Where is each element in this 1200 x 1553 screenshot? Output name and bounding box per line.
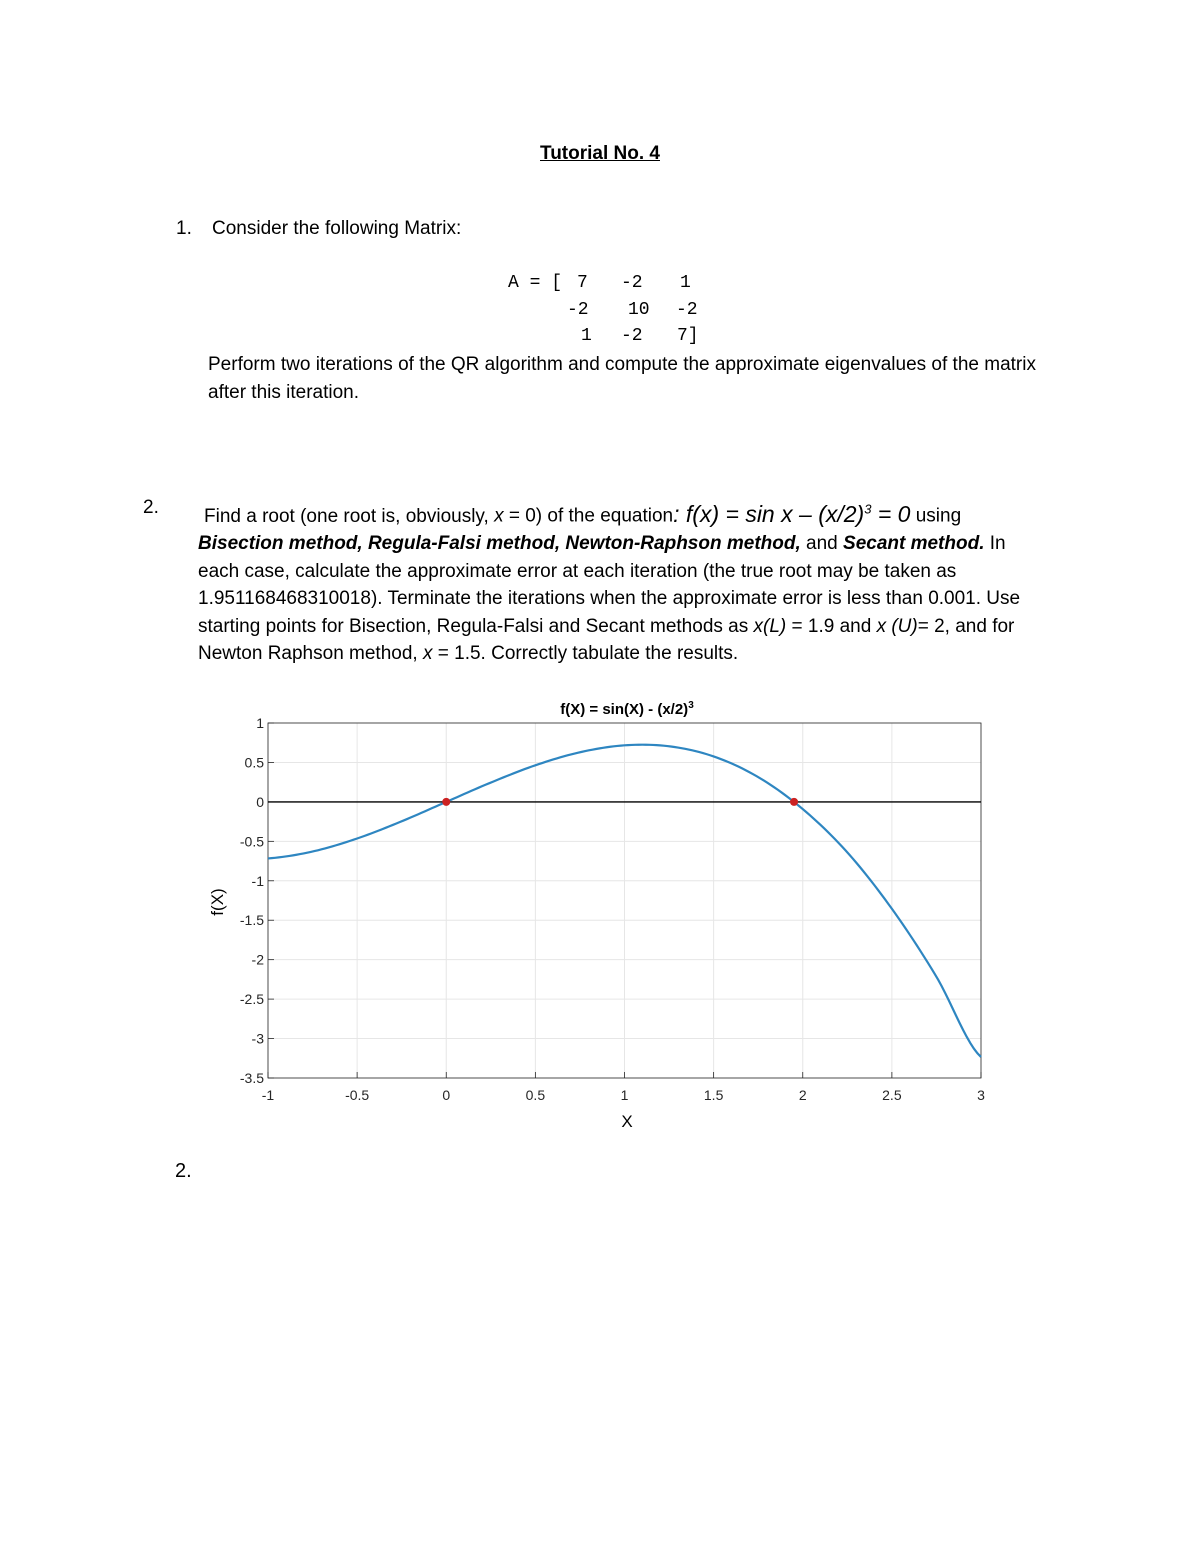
y-tick-label: -3.5 xyxy=(239,1070,264,1086)
q2-text: In each case, calculate the approximate error at each iteration (the true root may be taken as 1.951168468310018). Terminate the iterations when the approximate error is less than 0.001. Use starting points for Bisection, Regula-Falsi and Secant methods as xyxy=(198,533,1021,637)
y-tick-label: 0 xyxy=(256,793,264,810)
question-2-body xyxy=(198,495,1048,668)
y-tick-label: 1 xyxy=(256,715,264,731)
q2-text: = 1.9 and xyxy=(786,615,877,637)
y-tick-label: 0.5 xyxy=(244,754,264,771)
question-1-intro: Consider the following Matrix: xyxy=(212,218,462,239)
methods-list: Bisection method, Regula-Falsi method, Newton-Raphson method, xyxy=(198,533,801,555)
page-title: Tutorial No. 4 xyxy=(540,143,660,164)
matrix-prefix: A = [ xyxy=(508,273,563,293)
q2-text: = 0) of the equation xyxy=(503,505,674,527)
q2-text: and xyxy=(800,533,844,555)
matrix-cell: -2 xyxy=(676,300,698,320)
matrix-cell: 10 xyxy=(628,300,650,320)
equation xyxy=(673,501,910,527)
y-tick-label: -2 xyxy=(251,951,264,968)
q2-var: x (U) xyxy=(876,615,918,637)
y-tick-label: -2.5 xyxy=(239,991,264,1008)
matrix-cell: 7] xyxy=(677,326,699,346)
root-marker xyxy=(442,798,450,806)
q2-var: x xyxy=(422,643,433,665)
chart-title: $f(X) = \sin(X) - (x/2)^3$ xyxy=(560,700,694,718)
q2-var: x(L) xyxy=(753,615,787,637)
equation-exponent: 3 xyxy=(864,501,872,516)
footer-number: 2. xyxy=(175,1160,192,1182)
matrix-cell: -2 xyxy=(621,326,643,346)
x-tick-label: 1.5 xyxy=(703,1087,724,1103)
q2-var: x xyxy=(494,505,504,527)
x-tick-label: 0.5 xyxy=(525,1087,546,1103)
y-tick-label: -0.5 xyxy=(239,833,264,850)
question-1-number: 1. xyxy=(176,218,192,239)
q2-text: using xyxy=(910,505,962,527)
question-2-number: 2. xyxy=(143,497,159,518)
x-tick-label: 2.5 xyxy=(882,1087,902,1103)
x-tick-label: -0.5 xyxy=(345,1087,370,1103)
q2-text: Find a root (one root is, obviously, xyxy=(204,505,495,527)
x-tick-label: 2 xyxy=(798,1087,807,1103)
matrix-cell: 7 xyxy=(577,273,588,293)
matrix-cell: 1 xyxy=(581,326,592,346)
equation-end: = 0 xyxy=(871,500,911,527)
x-tick-label: -1 xyxy=(261,1087,275,1103)
y-axis-label: f(X) xyxy=(208,888,227,916)
equation-body: : f(x) = sin x – (x/2) xyxy=(673,500,865,527)
y-tick-label: -3 xyxy=(251,1030,264,1047)
root-marker xyxy=(790,798,798,806)
x-tick-label: 3 xyxy=(977,1087,985,1103)
function-plot xyxy=(195,690,1005,1140)
x-tick-label: 0 xyxy=(442,1087,451,1103)
x-tick-label: 1 xyxy=(620,1087,629,1103)
x-axis-label: X xyxy=(621,1112,633,1131)
y-tick-label: -1 xyxy=(251,872,264,889)
matrix-cell: -2 xyxy=(621,273,643,293)
y-tick-label: -1.5 xyxy=(239,912,264,929)
q2-text: = 1.5. Correctly tabulate the results. xyxy=(432,643,739,665)
q2-text: = 2, and for Newton Raphson method, xyxy=(198,615,1015,665)
matrix-cell: -2 xyxy=(567,300,589,320)
question-1-body: Perform two iterations of the QR algorithm and compute the approximate eigenvalues of the matrix after this iteration. xyxy=(208,354,1036,403)
matrix-cell: 1 xyxy=(680,273,691,293)
secant-method: Secant method. xyxy=(843,533,985,555)
